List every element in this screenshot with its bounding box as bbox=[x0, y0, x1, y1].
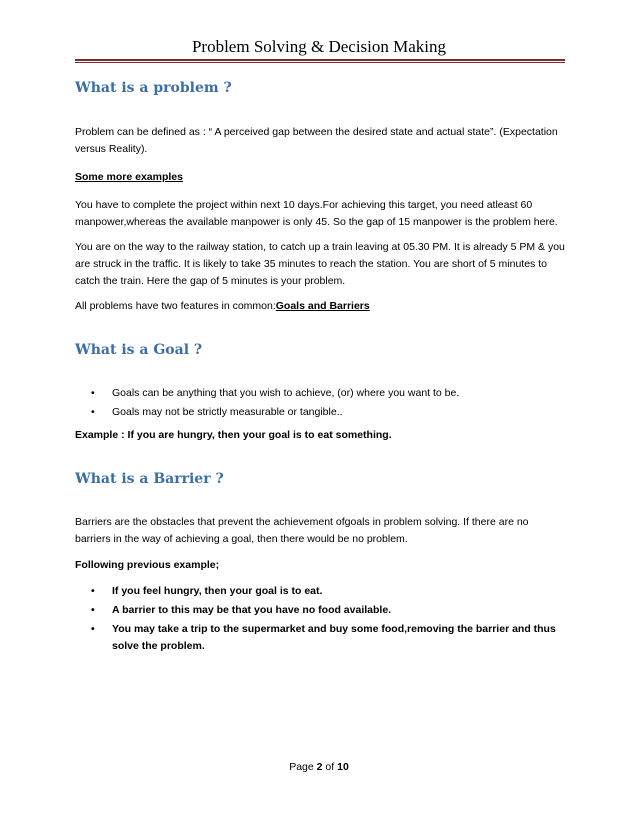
of-label: of bbox=[325, 761, 335, 773]
page-total: 10 bbox=[337, 761, 349, 773]
following-example-label: Following previous example; bbox=[75, 559, 220, 571]
problem-definition: Problem can be defined as : “ A perceived gap between the desired state and actual state”. (Expectation versus Reality). bbox=[75, 126, 558, 155]
list-item: • Goals can be anything that you wish to achieve, (or) where you want to be. bbox=[75, 385, 565, 402]
example-paragraph-2: You are on the way to the railway station, to catch up a train leaving at 05.30 PM. It is already 5 PM & you are struck in the traffic. It is likely to take 35 minutes to reach the station. You are short of 5 minutes to catch the train. Here the gap of 5 minutes is your problem. bbox=[75, 241, 565, 287]
goal-example: Example : If you are hungry, then your goal is to eat something. bbox=[75, 429, 392, 441]
examples-heading: Some more examples bbox=[75, 171, 183, 183]
goal-bullet-list bbox=[75, 385, 565, 421]
list-item: • If you feel hungry, then your goal is to eat. bbox=[75, 583, 565, 600]
page-current: 2 bbox=[316, 761, 323, 773]
features-paragraph bbox=[75, 298, 565, 315]
page-label: Page bbox=[289, 761, 314, 773]
bullet-icon: • bbox=[91, 406, 95, 418]
heading-what-is-problem: What is a problem ? bbox=[75, 80, 232, 96]
page-footer bbox=[0, 761, 638, 773]
document-body bbox=[75, 78, 565, 655]
page-header-title: Problem Solving & Decision Making bbox=[191, 37, 447, 56]
bullet-icon: • bbox=[91, 585, 95, 597]
bullet-icon: • bbox=[91, 604, 95, 616]
list-item: • A barrier to this may be that you have no food available. bbox=[75, 602, 565, 619]
bullet-icon: • bbox=[91, 387, 95, 399]
list-item: • Goals may not be strictly measurable or tangible.. bbox=[75, 404, 565, 421]
header-rule-thick bbox=[75, 59, 565, 61]
features-link: Goals and Barriers bbox=[275, 300, 370, 312]
header-rule-thin bbox=[75, 62, 565, 63]
heading-what-is-goal: What is a Goal ? bbox=[75, 342, 203, 358]
barrier-bullet-list bbox=[75, 583, 565, 655]
barrier-definition: Barriers are the obstacles that prevent the achievement ofgoals in problem solving. If there are no barriers in the way of achieving a goal, then there would be no problem. bbox=[75, 516, 529, 545]
example-paragraph-1: You have to complete the project within next 10 days.For achieving this target, you need atleast 60 manpower,whereas the available manpower is only 45. So the gap of 15 manpower is the problem here. bbox=[75, 199, 558, 228]
heading-what-is-barrier: What is a Barrier ? bbox=[75, 471, 224, 487]
list-item: • You may take a trip to the supermarket and buy some food,removing the barrier and thus solve the problem. bbox=[91, 623, 556, 652]
bullet-icon: • bbox=[91, 623, 95, 635]
features-text: All problems have two features in common: bbox=[75, 300, 276, 312]
